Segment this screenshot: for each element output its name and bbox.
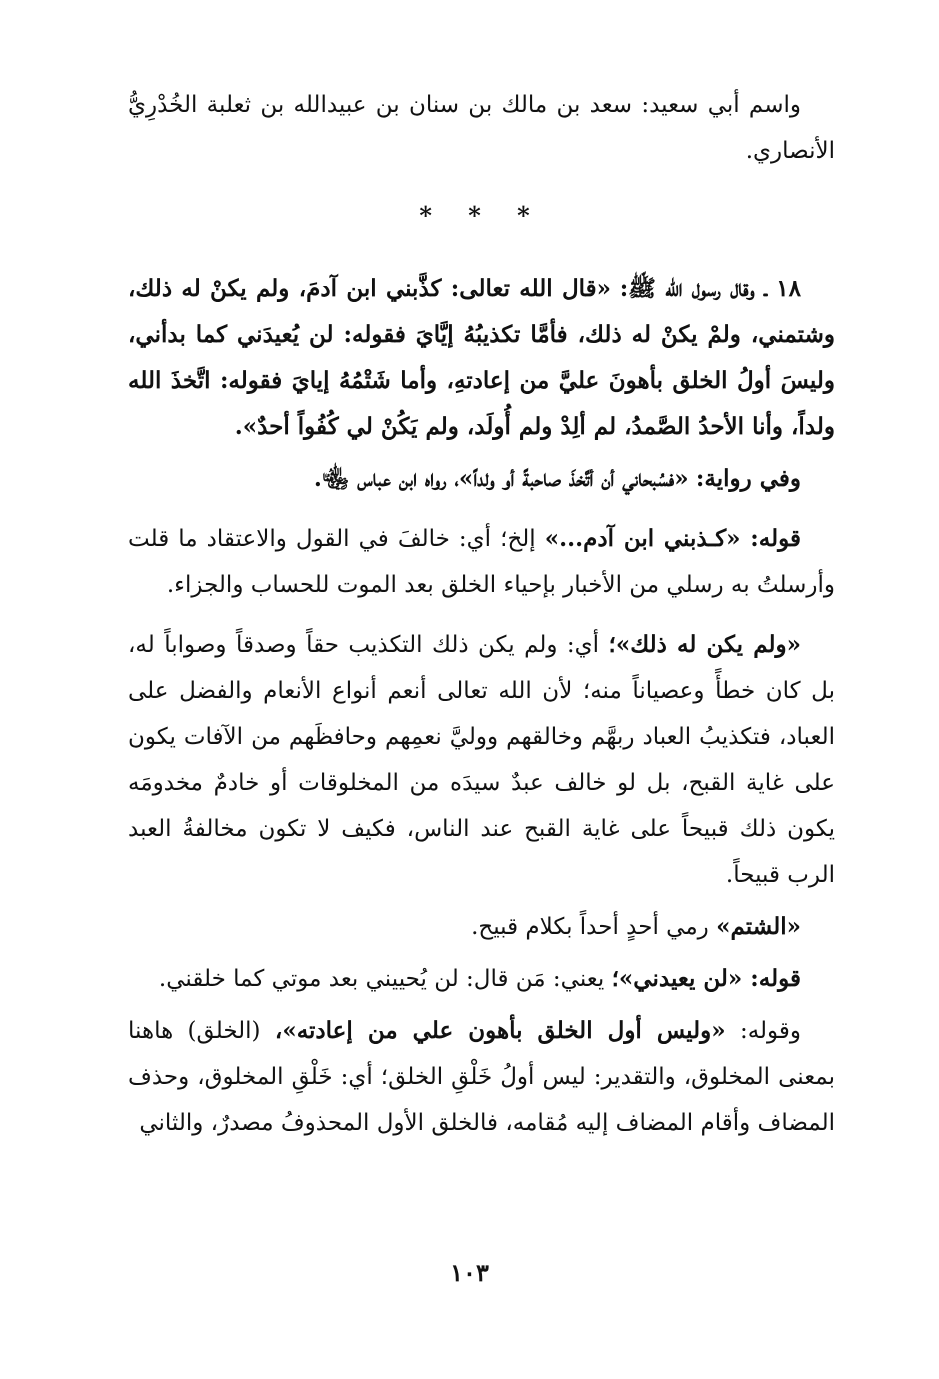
variant-body: «فسُبحاني أن أتَّخذَ صاحبةً أو ولداً»، رواه ابن عباس ﵄. — [313, 465, 689, 492]
hadith-paragraph — [128, 266, 835, 450]
intro-paragraph — [128, 82, 835, 174]
hadith-variant-paragraph — [128, 456, 835, 502]
commentary-text-4: يعني: مَن قال: لن يُحييني بعد موتي كما خلقني. — [158, 966, 605, 992]
intro-text: واسم أبي سعيد: سعد بن مالك بن سنان بن عبيدالله بن ثعلبة الخُدْرِيُّ الأنصاري. — [128, 92, 835, 164]
commentary-text-5: (الخلق) هاهنا بمعنى المخلوق، والتقدير: ليس أولُ خَلْقِ الخلق؛ أي: خَلْقِ المخلوق، وحذف المضاف وأقام المضاف إليه مُقامه، فالخلق الأول المحذوفُ مصدرٌ، والثاني — [128, 1018, 835, 1136]
section-separator: * * * — [419, 201, 544, 230]
page-number: ١٠٣ — [450, 1258, 489, 1287]
commentary-text-1: إلخ؛ أي: خالفَ في القول والاعتقاد ما قلت وأرسلتُ به رسلي من الأخبار بإحياء الخلق بعد الموت للحساب والجزاء. — [128, 526, 835, 598]
commentary-lead-2: «ولم يكن له ذلك»؛ — [608, 631, 802, 658]
commentary-text-2: أي: ولم يكن ذلك التكذيب حقاً وصدقاً وصواباً له، بل كان خطأً وعصياناً منه؛ لأن الله تعالى أنعم أنواع الأنعام والفضل على العباد، فتكذيبُ العباد ربهَّم وخالقهم ووليَّ نعمِهم وحافظَهم من الآفات يكون على غاية القبح، بل لو خالف عبدٌ سيدَه من المخلوقات أو خادمٌ مخدومَه يكون ذلك قبيحاً على غاية القبح عند الناس، فكيف لا تكون مخالفةُ العبد الرب قبيحاً. — [128, 632, 835, 888]
commentary-text-3: رمي أحدٍ أحداً بكلام قبيح. — [471, 914, 709, 940]
commentary-pre-5: وقوله: — [739, 1018, 802, 1044]
commentary-lead-4: قوله: «لن يعيدني»؛ — [611, 965, 801, 992]
commentary-paragraph-4 — [128, 956, 835, 1002]
commentary-lead-5: «وليس أول الخلق بأهون علي من إعادته»، — [274, 1017, 726, 1044]
commentary-paragraph-2 — [128, 622, 835, 898]
commentary-lead-3: «الشتم» — [716, 913, 801, 940]
commentary-paragraph-1 — [128, 516, 835, 608]
commentary-lead-1: قوله: «كـذبني ابن آدم...» — [544, 525, 801, 552]
commentary-paragraph-5 — [128, 1008, 835, 1146]
commentary-paragraph-3 — [128, 904, 835, 950]
variant-lead: وفي رواية: — [695, 465, 801, 492]
hadith-body: «قال الله تعالى: كذَّبني ابن آدمَ، ولم يكنْ له ذلك، وشتمني، ولمْ يكنْ له ذلك، فأمَّا تكذيبُهُ إيَّايَ فقوله: لن يُعيدَني كما بدأني، وليسَ أولُ الخلق بأهونَ عليَّ من إعادتهِ، وأما شَتْمُهُ إيايَ فقوله: اتَّخذَ الله ولداً، وأنا الأحدُ الصَّمدُ، لم ألِدْ ولم أُولَد، ولم يَكُنْ لي كُفُواً أحدٌ». — [128, 275, 835, 440]
hadith-lead: ١٨ ـ وقال رسول الله ﷺ: — [619, 275, 801, 302]
